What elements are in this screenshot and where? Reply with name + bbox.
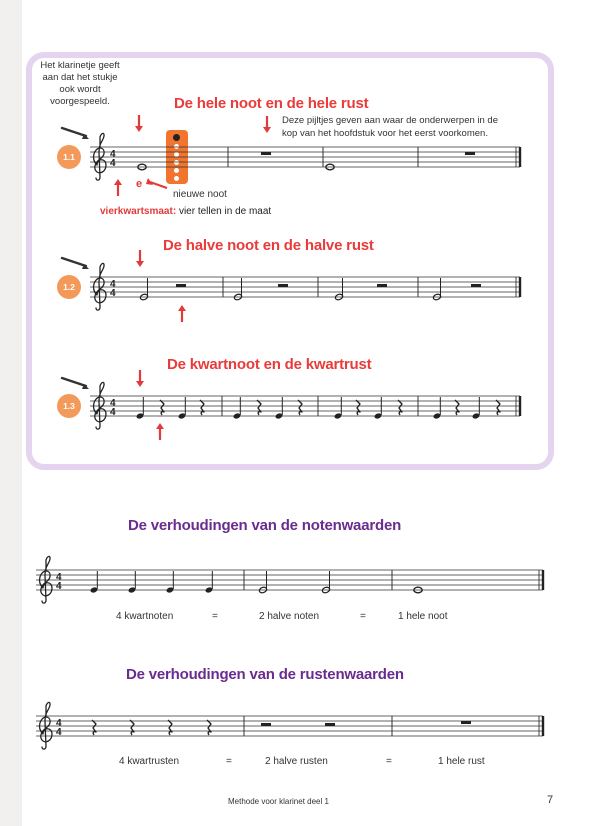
quarter-rest [298, 400, 302, 415]
arrow-up-icon [178, 305, 186, 322]
quarter-rest [92, 720, 96, 735]
page-number: 7 [547, 794, 554, 806]
rests-label-whole: 1 hele rust [438, 756, 485, 767]
rests-label-quarters: 4 kwartrusten [119, 756, 180, 767]
half-rest [471, 284, 481, 287]
notes-equals-1: = [212, 611, 218, 622]
whole-rest [261, 152, 271, 155]
exercise-badge-1-2[interactable]: 1.2 [57, 275, 81, 299]
time-signature [56, 718, 62, 738]
time-signature [110, 398, 116, 418]
time-signature [110, 149, 116, 169]
quarter-rest [356, 400, 360, 415]
half-rest [261, 723, 271, 726]
time-signature [110, 279, 116, 299]
arrow-down-icon [135, 115, 143, 132]
arrow-up-icon [156, 423, 164, 440]
arrow-explanation: Deze pijltjes geven aan waar de onderwerpen in de kop van het hoofdstuk voor het eerst voorkomen. [282, 115, 498, 139]
section2-title: De halve noot en de halve rust [163, 237, 374, 254]
quarter-rest [207, 720, 211, 735]
arrow-down-icon [263, 116, 271, 133]
notes-label-quarters: 4 kwartnoten [116, 611, 174, 622]
quarter-rest [168, 720, 172, 735]
clarinet-icon [62, 378, 89, 389]
music-notation: 4 4 [0, 0, 600, 826]
half-rest [278, 284, 288, 287]
quarter-rest [398, 400, 402, 415]
clarinet-explanation: Het klarinetje geeft aan dat het stukje ook wordt voorgespeeld. [40, 60, 120, 107]
time-signature [56, 572, 62, 592]
rests-equals-1: = [226, 756, 232, 767]
footer-book-title: Methode voor klarinet deel 1 [228, 797, 329, 806]
section1-title: De hele noot en de hele rust [174, 95, 369, 112]
quarter-rest [496, 400, 500, 415]
rests-label-halves: 2 halve rusten [265, 756, 328, 767]
quarter-rest [130, 720, 134, 735]
rests-equals-2: = [386, 756, 392, 767]
arrow-down-icon [136, 370, 144, 387]
note-letter-e: e [136, 178, 143, 190]
exercise-badge-1-3[interactable]: 1.3 [57, 394, 81, 418]
whole-rest [465, 152, 475, 155]
rests-relation-title: De verhoudingen van de rustenwaarden [126, 666, 404, 683]
notes-equals-2: = [360, 611, 366, 622]
clarinet-icon [62, 128, 89, 139]
section3-title: De kwartnoot en de kwartrust [167, 356, 372, 373]
clarinet-icon [62, 258, 89, 269]
exercise-badge-1-1[interactable]: 1.1 [57, 145, 81, 169]
meter-desc: vier tellen in de maat [178, 206, 272, 217]
notes-relation-title: De verhoudingen van de notenwaarden [128, 517, 402, 534]
quarter-rest [455, 400, 459, 415]
quarter-rest [200, 400, 204, 415]
pointer-arrow-head-icon [146, 178, 153, 185]
whole-rest [461, 721, 471, 724]
arrow-up-icon [114, 179, 122, 196]
new-note-label: nieuwe noot [173, 189, 227, 200]
pointer-arrow-icon [150, 182, 167, 188]
half-rest [377, 284, 387, 287]
meter-term: vierkwartsmaat: [100, 206, 177, 217]
quarter-rest [257, 400, 261, 415]
half-rest [176, 284, 186, 287]
quarter-rest [160, 400, 164, 415]
arrow-down-icon [136, 250, 144, 267]
notes-label-whole: 1 hele noot [398, 611, 448, 622]
half-rest [325, 723, 335, 726]
notes-label-halves: 2 halve noten [259, 611, 320, 622]
